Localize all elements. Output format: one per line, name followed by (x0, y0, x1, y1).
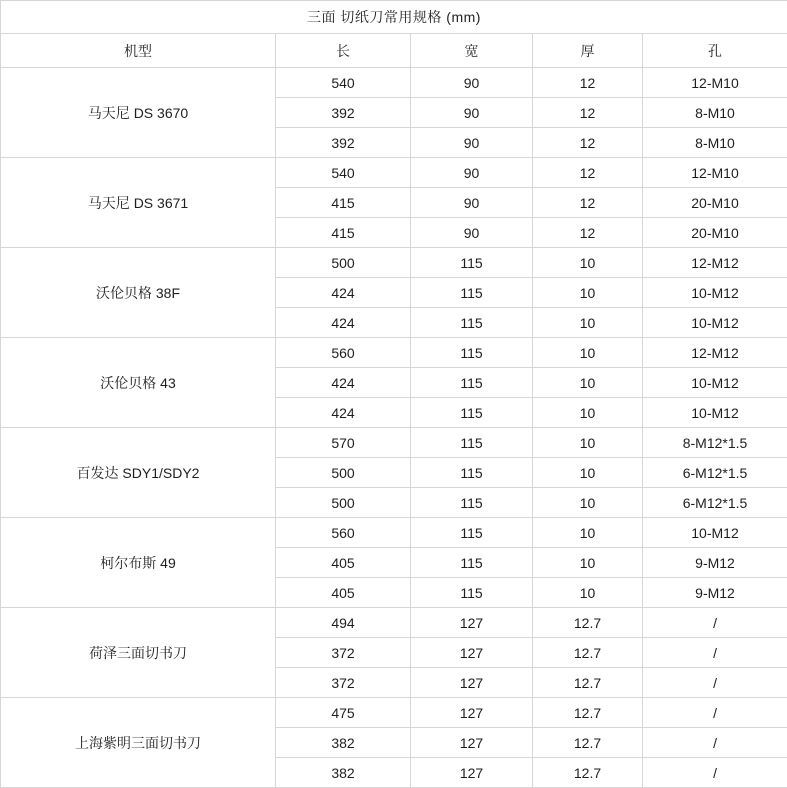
thickness-cell: 12.7 (533, 758, 643, 788)
length-cell: 372 (276, 668, 411, 698)
thickness-cell: 10 (533, 488, 643, 518)
hole-cell: / (643, 638, 787, 668)
width-cell: 115 (411, 278, 533, 308)
width-cell: 115 (411, 428, 533, 458)
hole-cell: 9-M12 (643, 548, 787, 578)
length-cell: 392 (276, 128, 411, 158)
table-header-row (1, 34, 787, 68)
length-cell: 372 (276, 638, 411, 668)
thickness-cell: 12 (533, 218, 643, 248)
table-row (1, 518, 787, 548)
model-cell: 上海紫明三面切书刀 (1, 698, 276, 788)
length-cell: 560 (276, 338, 411, 368)
hole-cell: 9-M12 (643, 578, 787, 608)
model-cell: 沃伦贝格 43 (1, 338, 276, 428)
hole-cell: 8-M10 (643, 128, 787, 158)
thickness-cell: 10 (533, 338, 643, 368)
hole-cell: / (643, 668, 787, 698)
thickness-cell: 10 (533, 578, 643, 608)
thickness-cell: 12 (533, 128, 643, 158)
thickness-cell: 10 (533, 518, 643, 548)
thickness-cell: 10 (533, 308, 643, 338)
thickness-cell: 12.7 (533, 638, 643, 668)
hole-cell: 6-M12*1.5 (643, 458, 787, 488)
width-cell: 90 (411, 158, 533, 188)
table-row (1, 608, 787, 638)
model-cell: 马天尼 DS 3670 (1, 68, 276, 158)
width-cell: 127 (411, 698, 533, 728)
width-cell: 115 (411, 488, 533, 518)
width-cell: 90 (411, 188, 533, 218)
length-cell: 415 (276, 188, 411, 218)
thickness-cell: 10 (533, 248, 643, 278)
table-row (1, 158, 787, 188)
length-cell: 424 (276, 308, 411, 338)
hole-cell: 12-M10 (643, 68, 787, 98)
hole-cell: 10-M12 (643, 398, 787, 428)
hole-cell: 20-M10 (643, 218, 787, 248)
hole-cell: 20-M10 (643, 188, 787, 218)
length-cell: 382 (276, 728, 411, 758)
length-cell: 424 (276, 278, 411, 308)
width-cell: 90 (411, 218, 533, 248)
hole-cell: / (643, 728, 787, 758)
length-cell: 494 (276, 608, 411, 638)
width-cell: 127 (411, 638, 533, 668)
width-cell: 90 (411, 98, 533, 128)
hole-cell: 12-M10 (643, 158, 787, 188)
hole-cell: 8-M12*1.5 (643, 428, 787, 458)
thickness-cell: 12.7 (533, 668, 643, 698)
width-cell: 115 (411, 368, 533, 398)
width-cell: 115 (411, 248, 533, 278)
width-cell: 90 (411, 68, 533, 98)
length-cell: 405 (276, 548, 411, 578)
hole-cell: 12-M12 (643, 338, 787, 368)
table-title-row (1, 1, 787, 34)
length-cell: 570 (276, 428, 411, 458)
table-row (1, 248, 787, 278)
model-cell: 沃伦贝格 38F (1, 248, 276, 338)
thickness-cell: 10 (533, 458, 643, 488)
model-cell: 马天尼 DS 3671 (1, 158, 276, 248)
table-row (1, 698, 787, 728)
length-cell: 500 (276, 248, 411, 278)
length-cell: 500 (276, 458, 411, 488)
table-row (1, 338, 787, 368)
hole-cell: 10-M12 (643, 368, 787, 398)
width-cell: 115 (411, 458, 533, 488)
width-cell: 127 (411, 668, 533, 698)
length-cell: 560 (276, 518, 411, 548)
thickness-cell: 12.7 (533, 608, 643, 638)
table-title: 三面 切纸刀常用规格 (mm) (1, 1, 787, 34)
column-header-model: 机型 (1, 34, 276, 68)
length-cell: 382 (276, 758, 411, 788)
hole-cell: 12-M12 (643, 248, 787, 278)
length-cell: 424 (276, 398, 411, 428)
width-cell: 115 (411, 308, 533, 338)
width-cell: 127 (411, 758, 533, 788)
width-cell: 127 (411, 608, 533, 638)
thickness-cell: 12 (533, 158, 643, 188)
width-cell: 115 (411, 398, 533, 428)
length-cell: 540 (276, 158, 411, 188)
table-row (1, 428, 787, 458)
hole-cell: 10-M12 (643, 308, 787, 338)
column-header-thickness: 厚 (533, 34, 643, 68)
thickness-cell: 12.7 (533, 728, 643, 758)
hole-cell: / (643, 608, 787, 638)
length-cell: 415 (276, 218, 411, 248)
thickness-cell: 10 (533, 398, 643, 428)
column-header-length: 长 (276, 34, 411, 68)
column-header-hole: 孔 (643, 34, 787, 68)
width-cell: 115 (411, 338, 533, 368)
length-cell: 500 (276, 488, 411, 518)
hole-cell: 6-M12*1.5 (643, 488, 787, 518)
thickness-cell: 10 (533, 548, 643, 578)
thickness-cell: 10 (533, 278, 643, 308)
width-cell: 127 (411, 728, 533, 758)
length-cell: 475 (276, 698, 411, 728)
thickness-cell: 10 (533, 428, 643, 458)
thickness-cell: 12 (533, 68, 643, 98)
hole-cell: / (643, 698, 787, 728)
width-cell: 115 (411, 578, 533, 608)
thickness-cell: 12.7 (533, 698, 643, 728)
length-cell: 392 (276, 98, 411, 128)
model-cell: 百发达 SDY1/SDY2 (1, 428, 276, 518)
length-cell: 540 (276, 68, 411, 98)
hole-cell: 10-M12 (643, 518, 787, 548)
width-cell: 115 (411, 518, 533, 548)
column-header-width: 宽 (411, 34, 533, 68)
thickness-cell: 12 (533, 98, 643, 128)
thickness-cell: 10 (533, 368, 643, 398)
model-cell: 荷泽三面切书刀 (1, 608, 276, 698)
width-cell: 90 (411, 128, 533, 158)
thickness-cell: 12 (533, 188, 643, 218)
length-cell: 405 (276, 578, 411, 608)
length-cell: 424 (276, 368, 411, 398)
hole-cell: 10-M12 (643, 278, 787, 308)
model-cell: 柯尔布斯 49 (1, 518, 276, 608)
table-row (1, 68, 787, 98)
hole-cell: 8-M10 (643, 98, 787, 128)
width-cell: 115 (411, 548, 533, 578)
hole-cell: / (643, 758, 787, 788)
